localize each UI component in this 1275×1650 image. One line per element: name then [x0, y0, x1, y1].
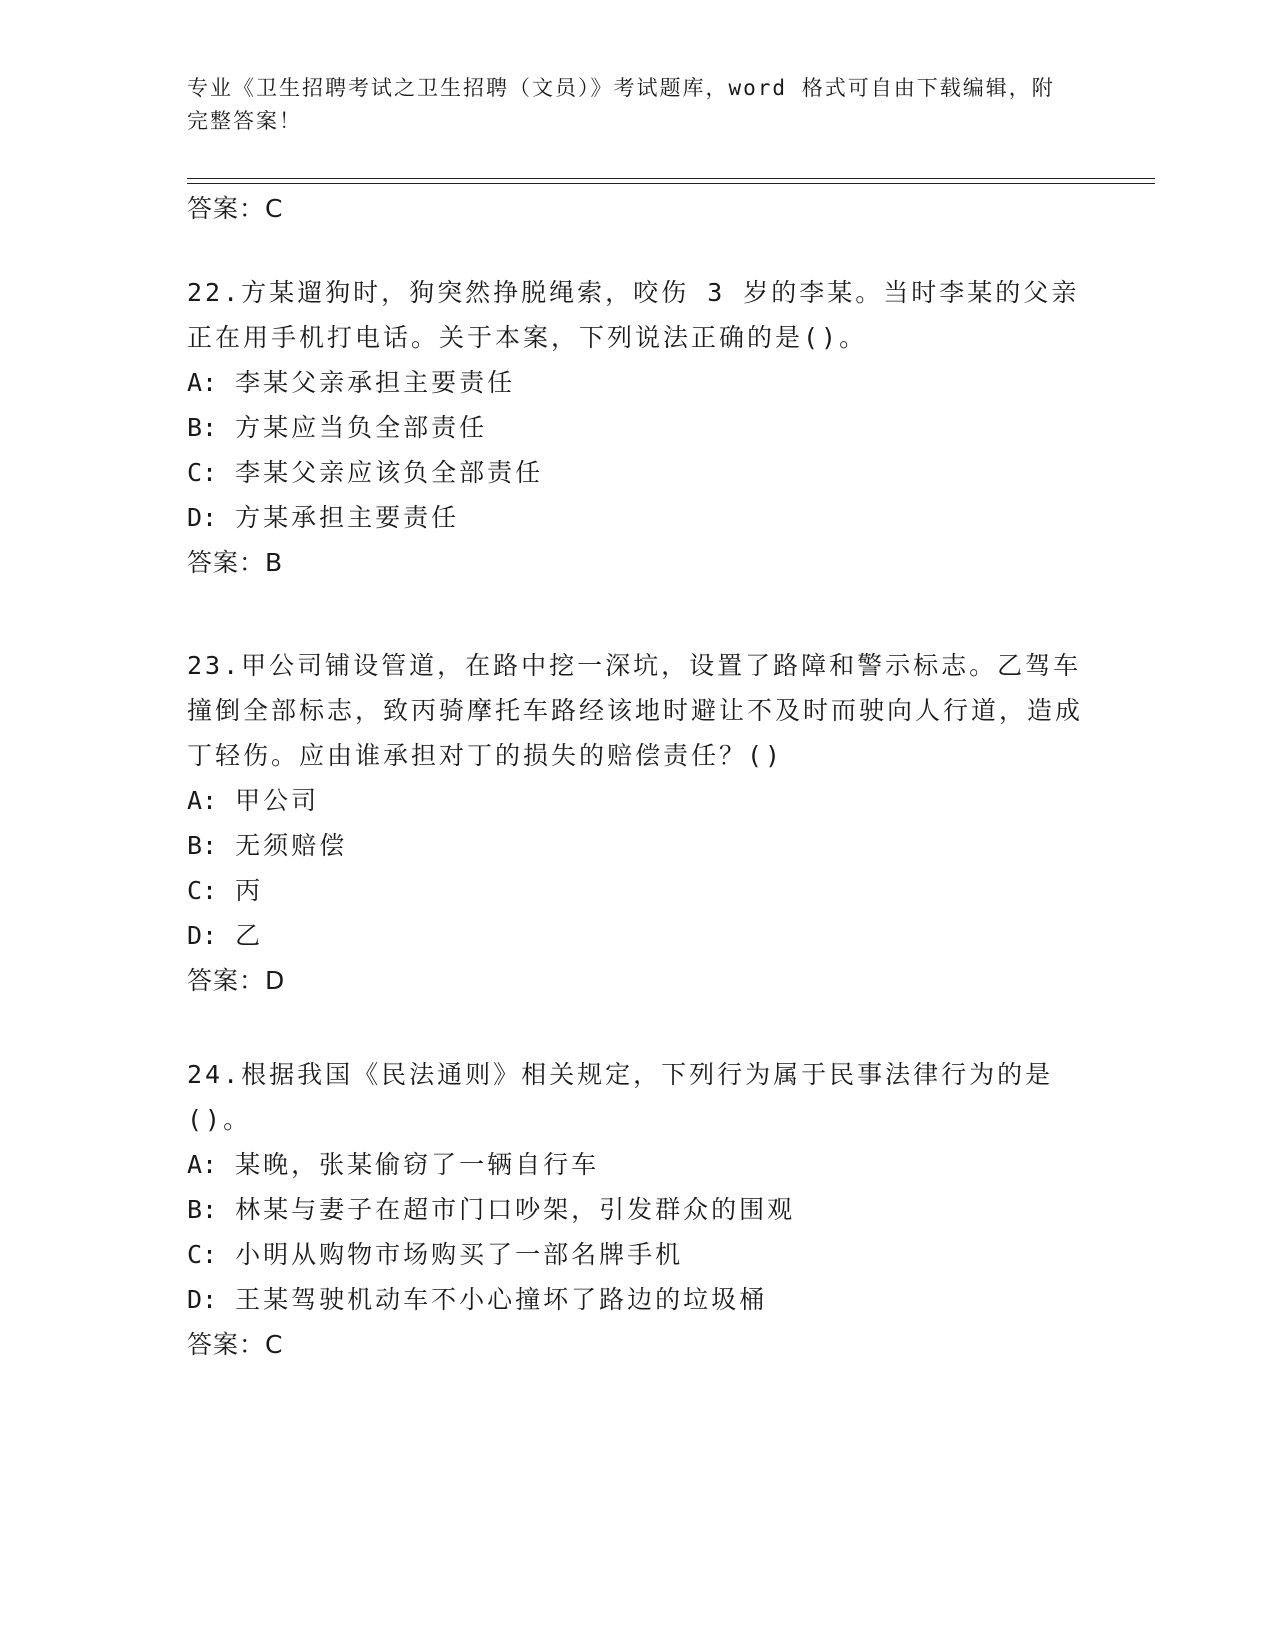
document-header: 专业《卫生招聘考试之卫生招聘（文员）》考试题库，word 格式可自由下载编辑，附完整答案！ [187, 76, 1055, 133]
option-b [187, 1187, 1087, 1232]
option-text: 某晚，张某偷窃了一辆自行车 [235, 1150, 600, 1179]
option-c [187, 1232, 1087, 1277]
option-key: C: [187, 458, 218, 487]
option-text: 小明从购物市场购买了一部名牌手机 [235, 1240, 684, 1269]
question-number: 24. [187, 1060, 242, 1089]
option-key: D: [187, 921, 218, 950]
question-text [187, 643, 1087, 778]
question-body: 方某遛狗时，狗突然挣脱绳索，咬伤 3 岁的李某。当时李某的父亲正在用手机打电话。关于本案，下列说法正确的是()。 [187, 278, 1080, 352]
question-number: 23. [187, 651, 242, 680]
option-text: 方某承担主要责任 [235, 503, 460, 532]
option-a [187, 1142, 1087, 1187]
option-text: 甲公司 [235, 786, 320, 815]
option-key: B: [187, 1195, 218, 1224]
option-key: C: [187, 876, 218, 905]
option-key: D: [187, 503, 218, 532]
option-key: A: [187, 368, 218, 397]
option-b [187, 405, 1087, 450]
answer-label: 答案：D [187, 966, 286, 995]
option-key: C: [187, 1240, 218, 1269]
option-key: A: [187, 1150, 218, 1179]
option-c [187, 450, 1087, 495]
option-a [187, 778, 1087, 823]
header-rule-top [187, 178, 1155, 179]
question-23 [187, 643, 1087, 1003]
question-text [187, 1052, 1087, 1142]
option-key: D: [187, 1285, 218, 1314]
previous-answer-block [187, 186, 1087, 231]
option-key: A: [187, 786, 218, 815]
option-c [187, 868, 1087, 913]
option-key: B: [187, 831, 218, 860]
question-number: 22. [187, 278, 242, 307]
header-rule-bottom [187, 183, 1155, 184]
option-d [187, 913, 1087, 958]
answer-label: 答案：B [187, 548, 284, 577]
question-22 [187, 270, 1087, 585]
option-text: 丙 [235, 876, 264, 905]
option-text: 李某父亲承担主要责任 [235, 368, 516, 397]
option-text: 林某与妻子在超市门口吵架，引发群众的围观 [235, 1195, 796, 1224]
question-text [187, 270, 1087, 360]
option-text: 乙 [235, 921, 264, 950]
option-d [187, 495, 1087, 540]
answer-label: 答案：C [187, 194, 284, 223]
option-text: 李某父亲应该负全部责任 [235, 458, 544, 487]
option-d [187, 1277, 1087, 1322]
answer-label: 答案：C [187, 1330, 284, 1359]
option-key: B: [187, 413, 218, 442]
question-body: 甲公司铺设管道，在路中挖一深坑，设置了路障和警示标志。乙驾车撞倒全部标志，致丙骑摩托车路经该地时避让不及时而驶向人行道，造成丁轻伤。应由谁承担对丁的损失的赔偿责任？() [187, 651, 1084, 770]
option-b [187, 823, 1087, 868]
question-body: 根据我国《民法通则》相关规定，下列行为属于民事法律行为的是()。 [187, 1060, 1054, 1134]
option-a [187, 360, 1087, 405]
option-text: 无须赔偿 [235, 831, 348, 860]
question-24 [187, 1052, 1087, 1367]
option-text: 王某驾驶机动车不小心撞坏了路边的垃圾桶 [235, 1285, 768, 1314]
option-text: 方某应当负全部责任 [235, 413, 488, 442]
